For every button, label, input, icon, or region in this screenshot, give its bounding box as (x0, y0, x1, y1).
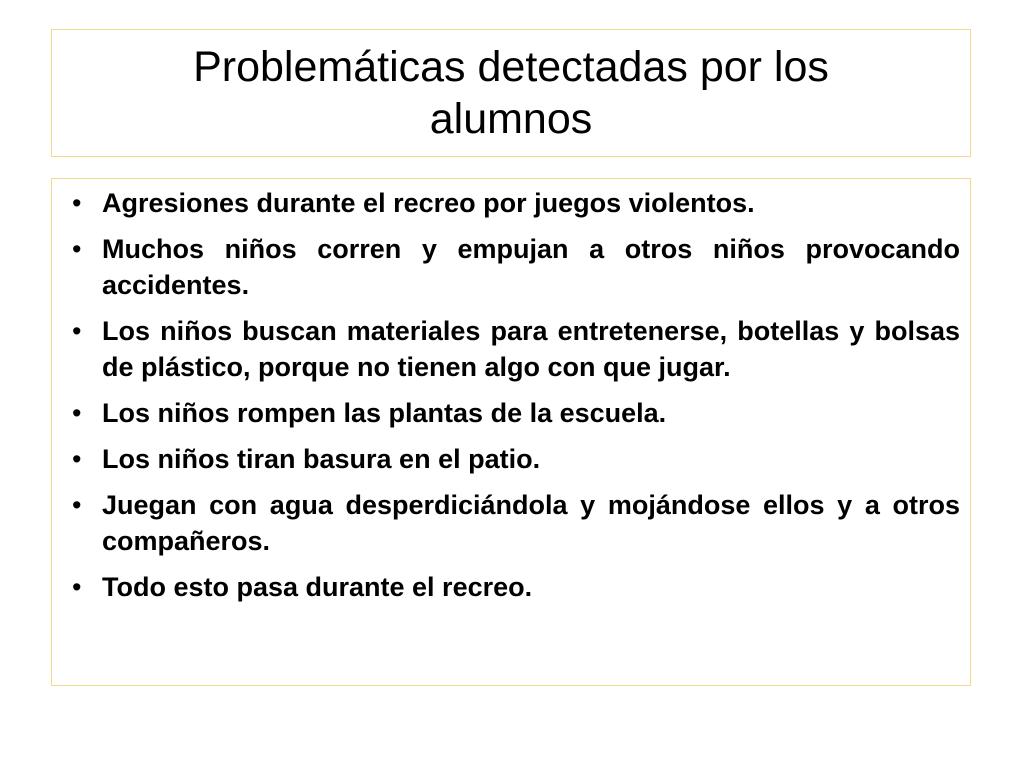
bullet-item (72, 395, 960, 431)
bullet-icon: • (72, 188, 82, 218)
bullet-icon: • (72, 316, 82, 346)
bullet-text: Los niños tiran basura en el patio. (102, 444, 541, 474)
bullet-icon: • (72, 490, 82, 520)
bullet-text: Juegan con agua desperdiciándola y mojándose ellos y a otros compañeros. (102, 490, 960, 556)
bullet-item (72, 313, 960, 385)
bullet-text: Agresiones durante el recreo por juegos violentos. (102, 188, 755, 218)
bullet-list (72, 185, 960, 605)
bullet-icon: • (72, 398, 82, 428)
slide-title: Problemáticas detectadas por los alumnos (193, 43, 829, 143)
bullet-item (72, 569, 960, 605)
content-placeholder (51, 178, 971, 686)
bullet-item (72, 441, 960, 477)
bullet-text: Todo esto pasa durante el recreo. (102, 572, 533, 602)
bullet-text: Los niños rompen las plantas de la escuela. (102, 398, 667, 428)
bullet-icon: • (72, 444, 82, 474)
bullet-item (72, 231, 960, 303)
bullet-item (72, 487, 960, 559)
bullet-icon: • (72, 572, 82, 602)
bullet-item (72, 185, 960, 221)
bullet-text: Los niños buscan materiales para entretenerse, botellas y bolsas de plástico, porque no tienen algo con que jugar. (102, 316, 960, 382)
bullet-text: Muchos niños corren y empujan a otros niños provocando accidentes. (102, 234, 960, 300)
title-placeholder (51, 29, 971, 157)
bullet-icon: • (72, 234, 82, 264)
